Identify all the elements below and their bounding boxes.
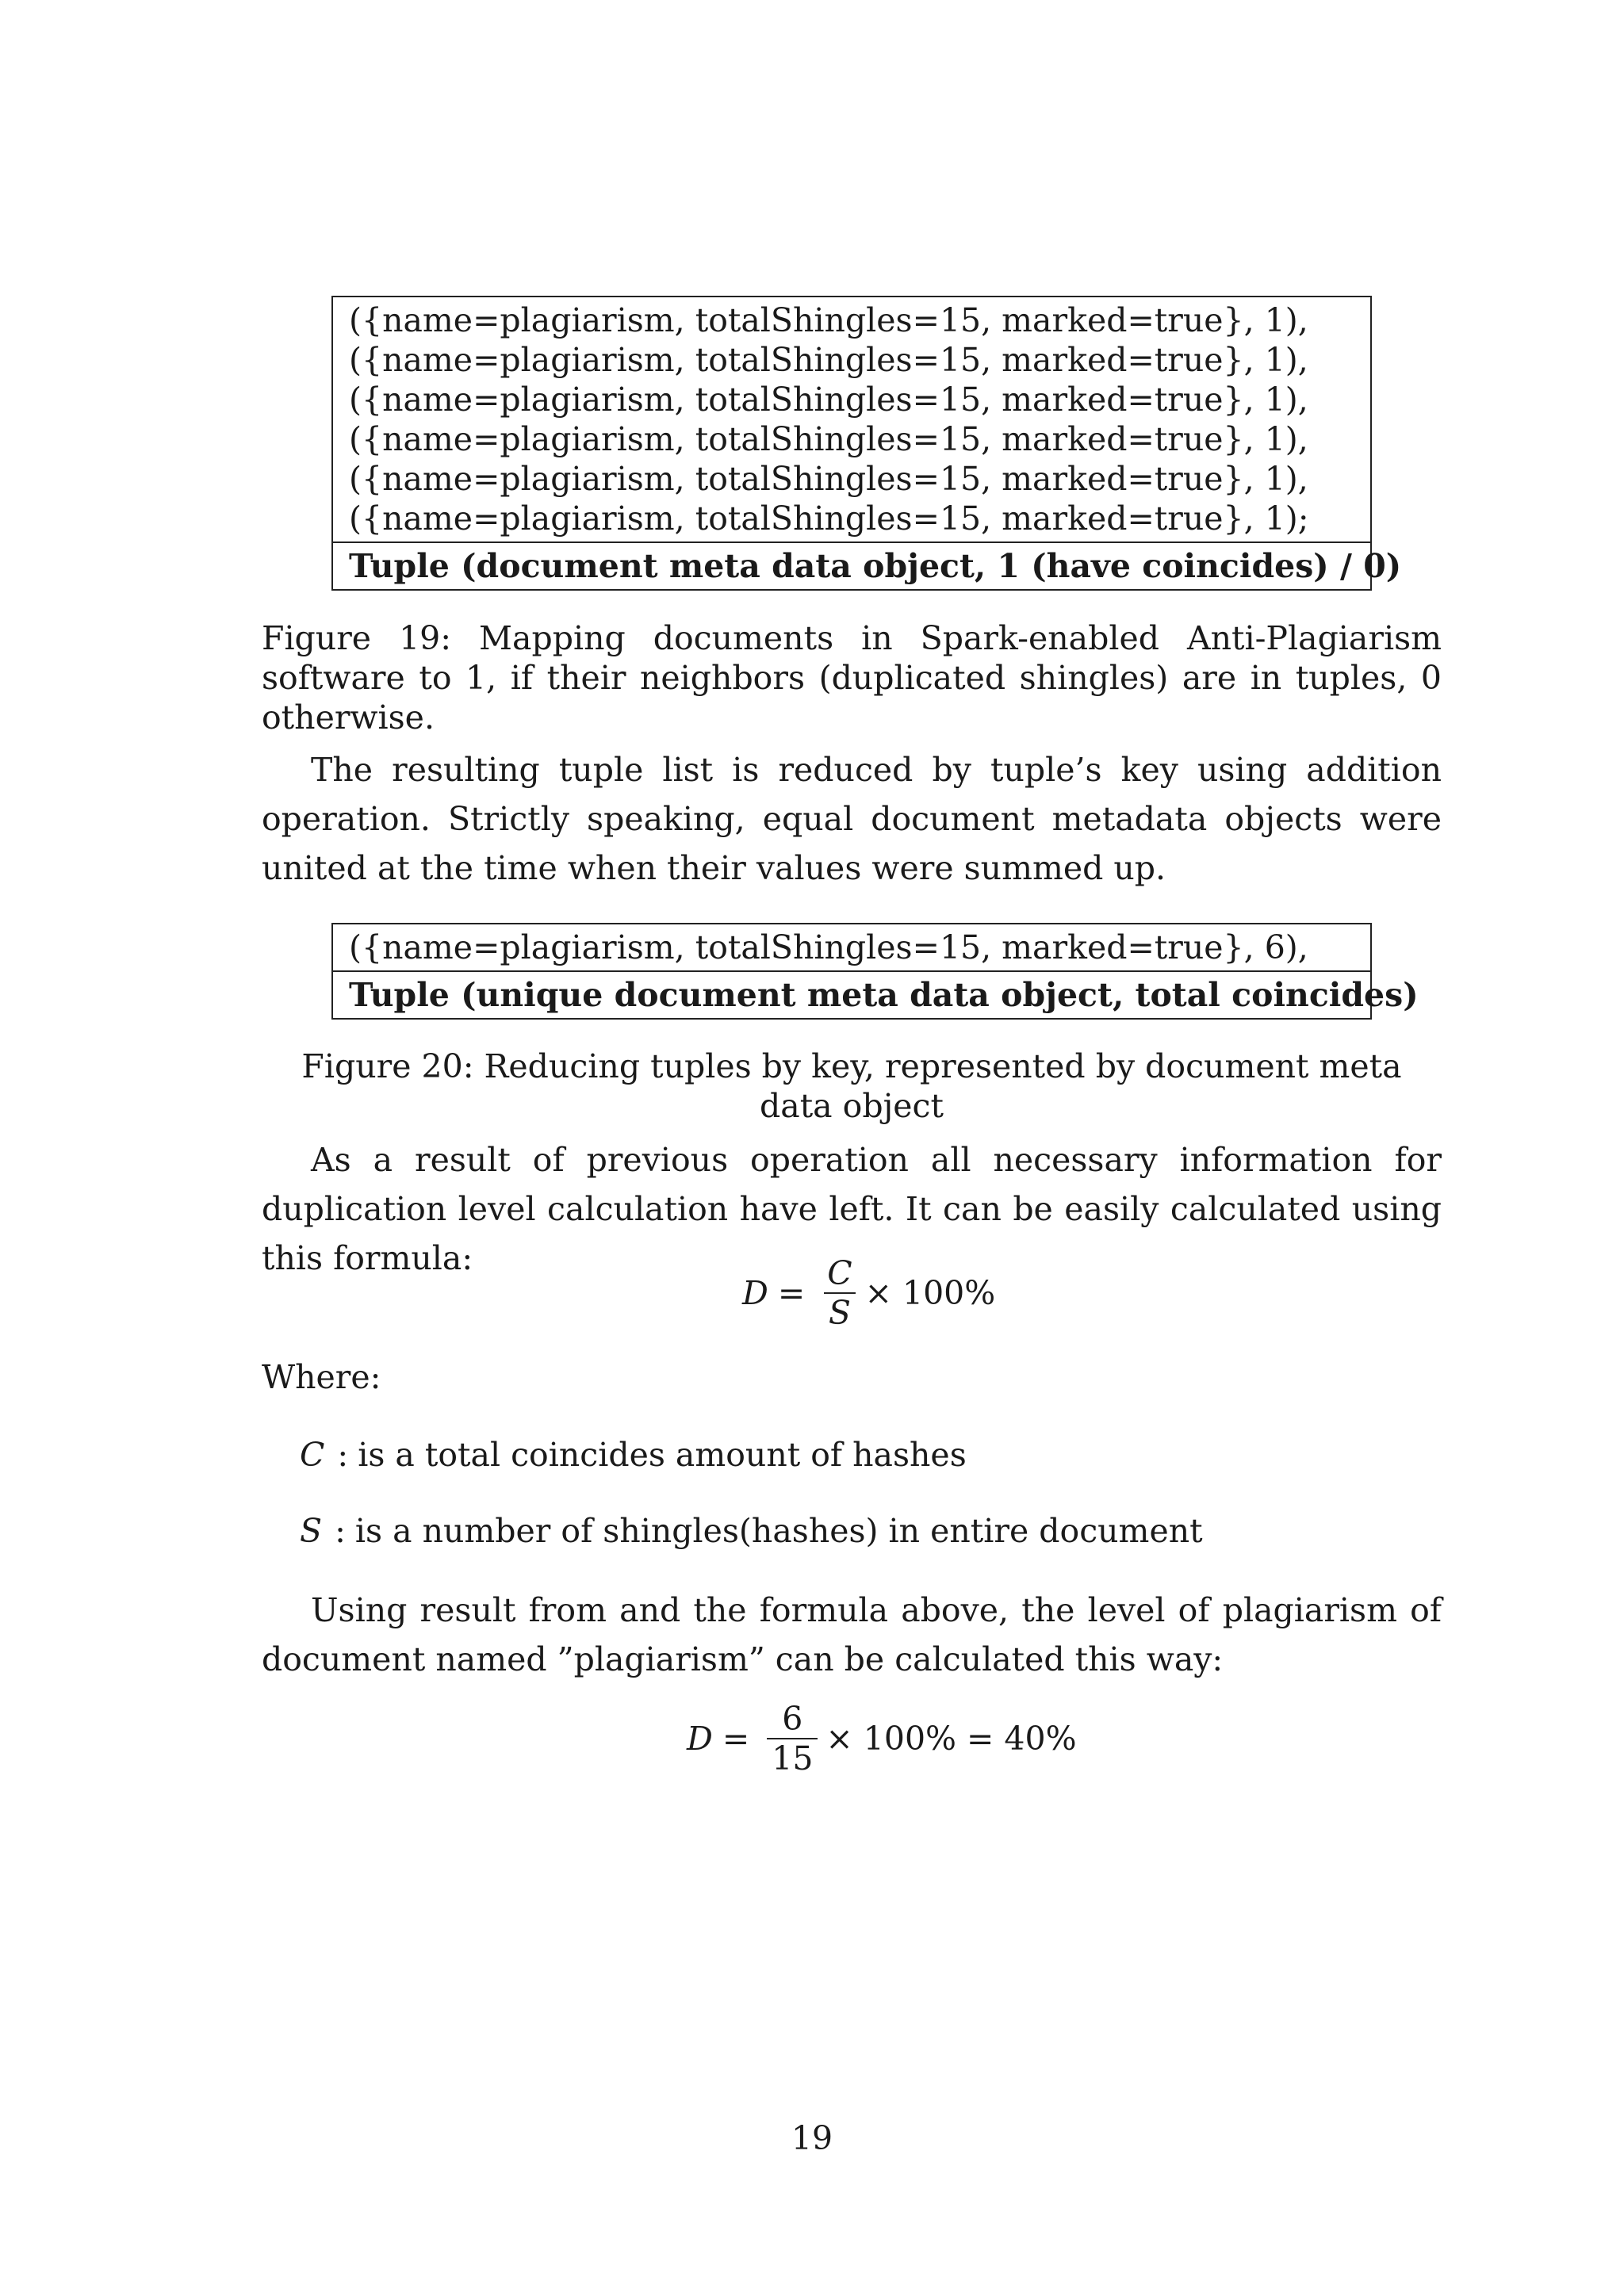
figure19-footer: Tuple (document meta data object, 1 (have coincides) / 0) <box>333 541 1370 589</box>
where-label: Where: <box>262 1358 381 1396</box>
figure20-rows <box>333 924 1370 970</box>
definition-text: is a total coincides amount of hashes <box>358 1436 967 1474</box>
definition-symbol: S <box>300 1512 323 1550</box>
paragraph-reduce: The resulting tuple list is reduced by tuple’s key using addition operation. Strictly speaking, equal document metadata objects were united at the time when their values were summed up. <box>262 751 1442 887</box>
tuple-row: ({name=plagiarism, totalShingles=15, marked=true}, 1), <box>349 460 1308 498</box>
formula-example <box>687 1700 1077 1777</box>
fraction-numerator: C <box>827 1254 852 1292</box>
fraction-denominator: S <box>824 1292 856 1332</box>
tuple-row: ({name=plagiarism, totalShingles=15, marked=true}, 6), <box>349 928 1308 966</box>
formula-fraction <box>767 1700 818 1777</box>
fraction-denominator: 15 <box>767 1738 818 1777</box>
figure19-tuple-box <box>331 296 1402 591</box>
figure20-tuple-box <box>331 923 1419 1020</box>
formula-result: × 100% = 40% <box>825 1720 1077 1758</box>
definition-symbol: C <box>300 1436 325 1474</box>
figure19-caption: Figure 19: Mapping documents in Spark-enabled Anti-Plagiarism software to 1, if their neighbors (duplicated shingles) are in tuples, 0 otherwise. <box>262 619 1442 737</box>
tuple-row: ({name=plagiarism, totalShingles=15, marked=true}, 1), <box>349 341 1308 379</box>
tuple-row: ({name=plagiarism, totalShingles=15, marked=true}, 1), <box>349 301 1308 339</box>
formula-equals: = <box>777 1274 806 1312</box>
formula-lhs: D <box>742 1274 768 1312</box>
paragraph-duplication-level: As a result of previous operation all necessary information for duplication level calculation have left. It can be easily calculated using this formula: <box>262 1141 1442 1277</box>
formula-equals: = <box>722 1720 750 1758</box>
definition-colon: : <box>337 1436 349 1474</box>
page-number: 19 <box>791 2119 833 2157</box>
figure20-caption: Figure 20: Reducing tuples by key, represented by document meta data object <box>301 1047 1402 1125</box>
formula-lhs: D <box>687 1720 713 1758</box>
fraction-numerator: 6 <box>782 1700 803 1738</box>
definition-text: is a number of shingles(hashes) in entire document <box>354 1512 1203 1550</box>
tuple-row: ({name=plagiarism, totalShingles=15, marked=true}, 1); <box>349 499 1309 538</box>
definition-c <box>300 1435 967 1475</box>
formula-fraction <box>822 1254 856 1332</box>
formula-general <box>742 1254 995 1332</box>
figure20-footer: Tuple (unique document meta data object, total coincides) <box>333 970 1370 1018</box>
tuple-row: ({name=plagiarism, totalShingles=15, marked=true}, 1), <box>349 420 1308 458</box>
definition-colon: : <box>335 1512 346 1550</box>
formula-multiplier: × 100% <box>864 1274 996 1312</box>
definition-s <box>300 1511 1203 1551</box>
tuple-row: ({name=plagiarism, totalShingles=15, marked=true}, 1), <box>349 381 1308 419</box>
paragraph-calculation: Using result from and the formula above, the level of plagiarism of document named ”plagiarism” can be calculated this way: <box>262 1591 1442 1678</box>
figure19-rows <box>333 297 1370 541</box>
